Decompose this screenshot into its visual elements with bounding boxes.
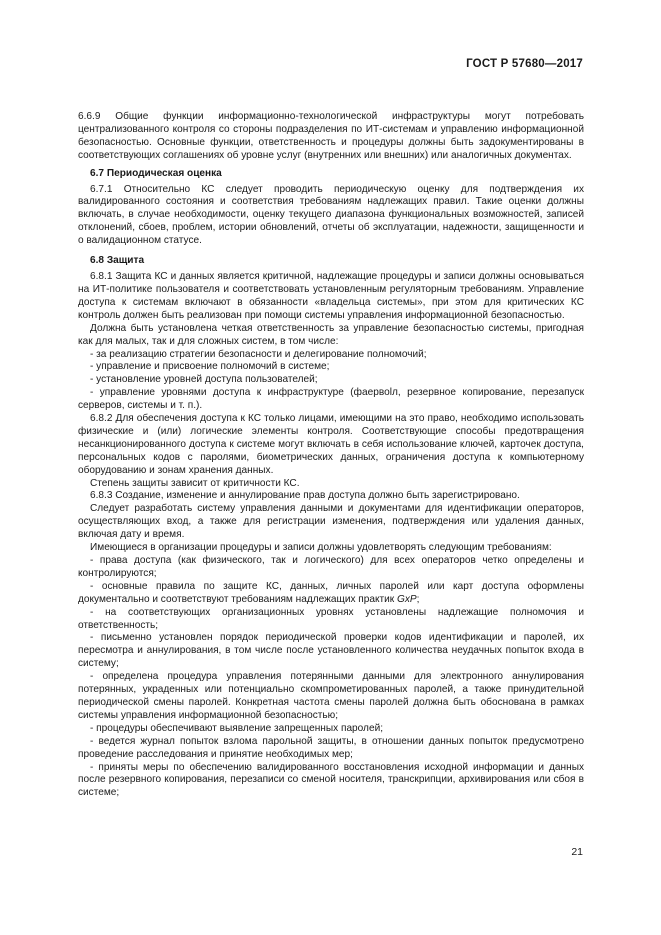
list-item: - ведется журнал попыток взлома парольной защиты, в отношении данных попыток предусмотрено проведение расследования и принятие необходимых мер; bbox=[78, 735, 584, 760]
list-item bbox=[78, 581, 584, 607]
paragraph-6-8-2-degree: Степень защиты зависит от критичности КС. bbox=[90, 477, 300, 489]
gxp-term: GxP bbox=[397, 593, 417, 605]
document-id-header: ГОСТ Р 57680—2017 bbox=[466, 58, 583, 70]
list-item-text: - основные правила по защите КС, данных, личных паролей или карт доступа оформлены документально и соответствуют требованиям надлежащих практик bbox=[78, 580, 584, 605]
list-item: - процедуры обеспечивают выявление запрещенных паролей; bbox=[90, 722, 384, 734]
document-body bbox=[78, 98, 584, 800]
list-item: - за реализацию стратегии безопасности и делегирование полномочий; bbox=[90, 348, 427, 360]
paragraph-6-8-3-requirements: Имеющиеся в организации процедуры и записи должны удовлетворять следующим требованиям: bbox=[90, 542, 552, 554]
paragraph-6-8-2: 6.8.2 Для обеспечения доступа к КС только лицами, имеющими на это право, необходимо использовать физические и (или) логические элементы контроля. Соответствующие способы предотвращения несанкционированного доступа к системе могут включать в себя использование ключей, карточек доступа, персональных кодов с паролями, биометрических данных, ограничения доступа к компьютерному оборудованию и зонам хранения данных. bbox=[78, 413, 584, 476]
list-item: - определена процедура управления потерянными данными для электронного аннулирования потерянных, украденных или потенциально скомпрометированных паролей, а также принудительной периодической смены паролей. Конкретная частота смены паролей должна быть обоснована в рамках системы управления информационной безопасностью; bbox=[78, 671, 584, 721]
list-item: - управление уровнями доступа к инфраструктуре (фаервolл, резервное копирование, перезапуск серверов, системы и т. п.). bbox=[78, 387, 584, 412]
list-item: - установление уровней доступа пользователей; bbox=[90, 374, 318, 386]
paragraph-6-7-1: 6.7.1 Относительно КС следует проводить периодическую оценку для подтверждения их валидированного состояния и соответствия требованиям надлежащих правил. Такие оценки должны включать, в случае необходимости, оценку текущего диапазона функциональных возможностей, записей отклонений, сбоев, проблем, истории обновлений, отчеты об эксплуатации, надежности, защищенности и о валидационном статусе. bbox=[78, 183, 584, 247]
list-item: - приняты меры по обеспечению валидированного восстановления исходной информации и данных после резервного копирования, перезаписи со сменой носителя, транскрипции, архивирования или сбоя в системе; bbox=[78, 761, 584, 799]
page-number: 21 bbox=[571, 846, 583, 858]
paragraph-6-8-3: 6.8.3 Создание, изменение и аннулирование прав доступа должно быть зарегистрировано. bbox=[90, 490, 520, 502]
paragraph-6-8-3-system: Следует разработать систему управления данными и документами для идентификации операторов, осуществляющих вход, а также для регистрации изменения, подтверждения или удаления данных, включая дату и время. bbox=[78, 503, 584, 541]
paragraph-6-8-1: 6.8.1 Защита КС и данных является критичной, надлежащие процедуры и записи должны основываться на ИТ-политике пользователя и соответствовать установленным регуляторным требованиям. Управление доступа к системам включают в обязанности «владельца системы», при этом для критических КС контроль должен быть реализован при помощи системы управления информационной безопасностью. bbox=[78, 271, 584, 321]
list-item-punct: ; bbox=[416, 593, 420, 605]
paragraph-text: 6.6.9 Общие функции информационно-технологической инфраструктуры могут потребовать централизованного контроля со стороны подразделения по ИТ-системам и управлению информационной безопасностью. Основные функции, ответственность и процедуры должны быть задокументированы в соответствующих соглашениях об уровне услуг (внутренних или внешних) или аналогичных документах. bbox=[78, 110, 584, 161]
paragraph-6-6-9 bbox=[78, 98, 584, 163]
section-heading-6-7: 6.7 Периодическая оценка bbox=[90, 167, 222, 179]
list-item: - права доступа (как физического, так и логического) для всех операторов четко определены и контролируются; bbox=[78, 555, 584, 579]
section-heading-6-8: 6.8 Защита bbox=[90, 255, 145, 267]
list-item: - управление и присвоение полномочий в системе; bbox=[90, 361, 330, 373]
paragraph-6-8-1-responsibility: Должна быть установлена четкая ответственность за управление безопасностью системы, пригодная как для малых, так и для сложных систем, в том числе: bbox=[78, 322, 584, 347]
list-item: - письменно установлен порядок периодической проверки кодов идентификации и паролей, их пересмотра и аннулирования, в том числе после установленного количества неудачных попыток входа в систему; bbox=[78, 632, 584, 670]
list-item: - на соответствующих организационных уровнях установлены надлежащие полномочия и ответственность; bbox=[78, 606, 584, 631]
